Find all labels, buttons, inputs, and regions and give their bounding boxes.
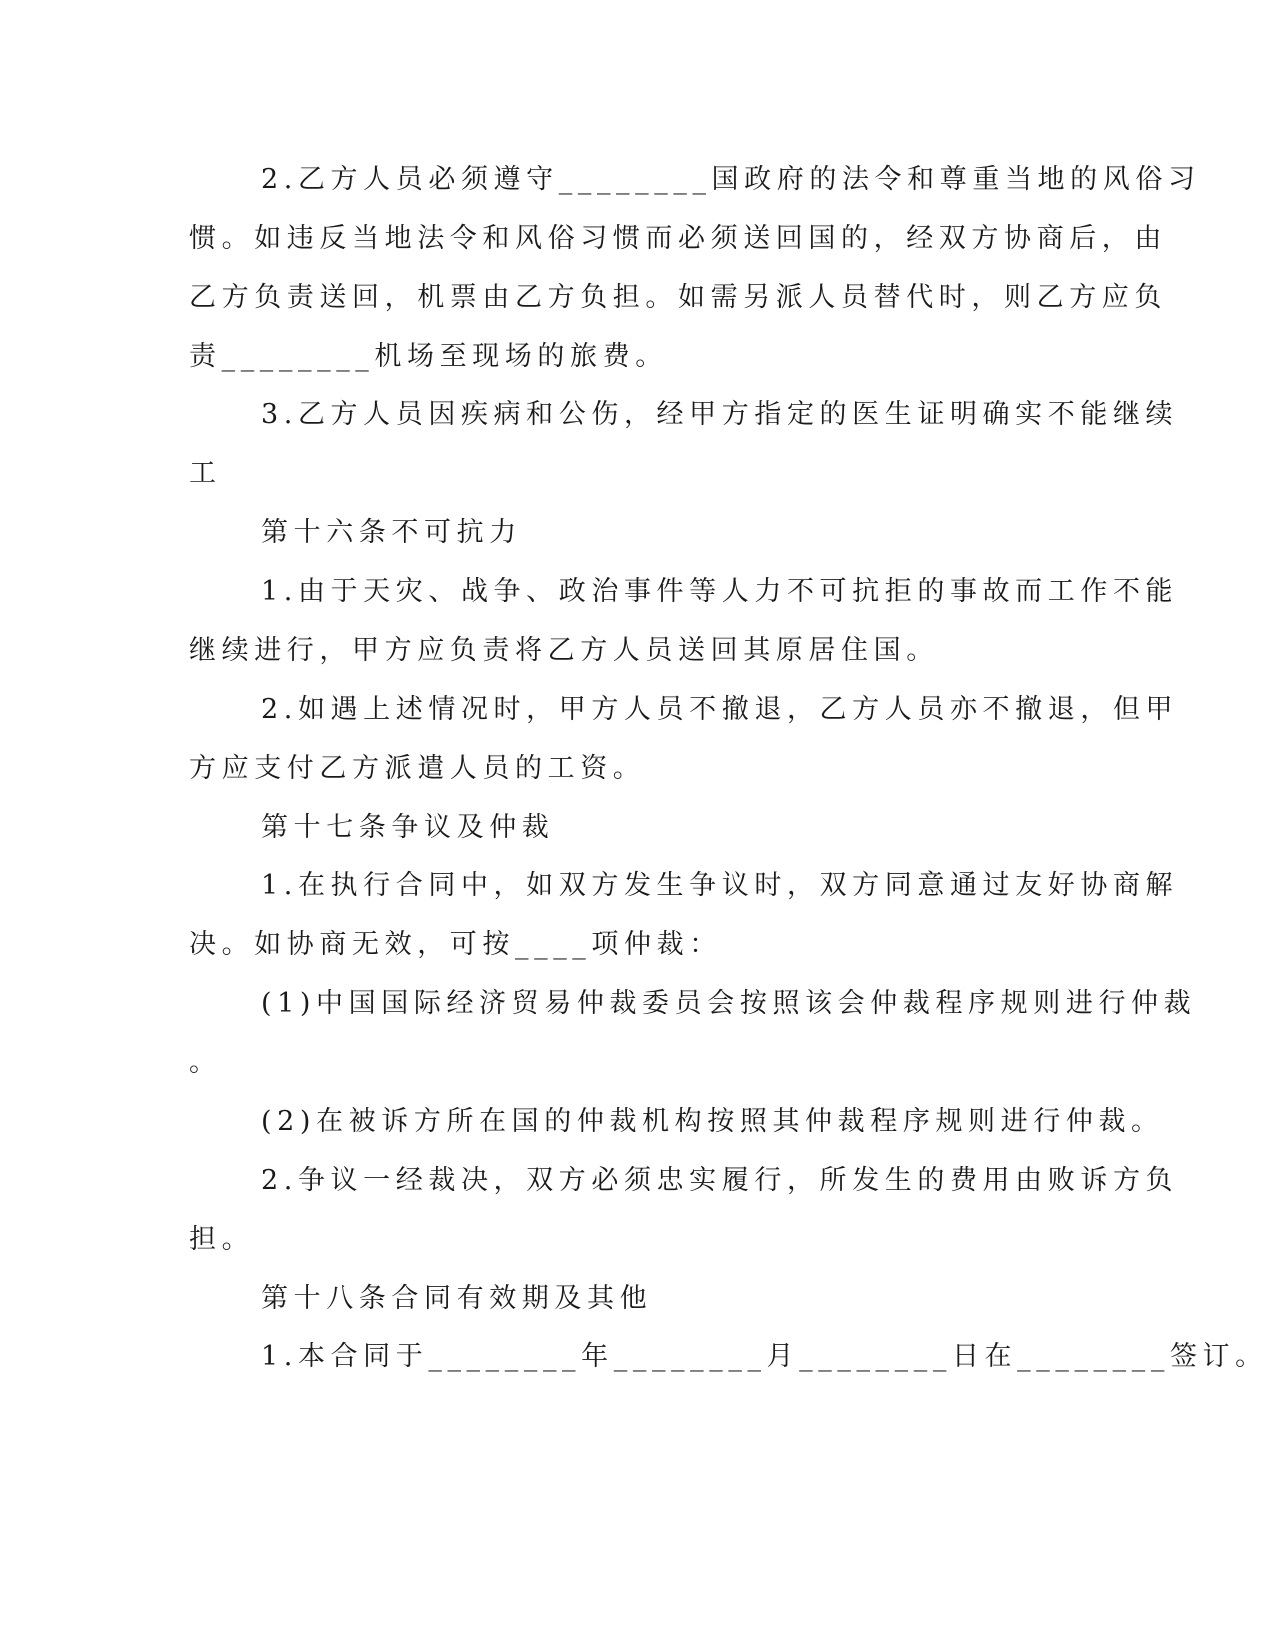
clause-15-item-3-line-2: 工 bbox=[189, 458, 222, 489]
clause-15-item-2-line-4: 责________机场至现场的旅费。 bbox=[189, 341, 668, 372]
clause-15-item-2-line-2: 惯。如违反当地法令和风俗习惯而必须送回国的，经双方协商后，由 bbox=[189, 223, 1167, 254]
clause-16-item-2-line-2: 方应支付乙方派遣人员的工资。 bbox=[189, 753, 646, 784]
clause-18-item-1: 1.本合同于________年________月________日在________签订。 bbox=[261, 1341, 1268, 1372]
clause-18-heading: 第十八条合同有效期及其他 bbox=[261, 1283, 653, 1314]
clause-17-item-2-line-1: 2.争议一经裁决，双方必须忠实履行，所发生的费用由败诉方负 bbox=[261, 1165, 1179, 1196]
clause-15-item-2-line-1: 2.乙方人员必须遵守________国政府的法令和尊重当地的风俗习 bbox=[261, 164, 1201, 195]
clause-16-item-2-line-1: 2.如遇上述情况时，甲方人员不撤退，乙方人员亦不撤退，但甲 bbox=[261, 694, 1179, 725]
clause-17-item-1-line-2: 决。如协商无效，可按____项仲裁： bbox=[189, 929, 722, 960]
clause-15-item-2-line-3: 乙方负责送回，机票由乙方负担。如需另派人员替代时，则乙方应负 bbox=[189, 282, 1167, 313]
clause-17-item-2-line-2: 担。 bbox=[189, 1224, 255, 1255]
clause-16-item-1-line-1: 1.由于天灾、战争、政治事件等人力不可抗拒的事故而工作不能 bbox=[261, 576, 1179, 607]
clause-16-item-1-line-2: 继续进行，甲方应负责将乙方人员送回其原居住国。 bbox=[189, 635, 939, 666]
clause-16-heading: 第十六条不可抗力 bbox=[261, 517, 522, 548]
clause-17-option-1-line-1: (1)中国国际经济贸易仲裁委员会按照该会仲裁程序规则进行仲裁 bbox=[261, 988, 1197, 1019]
clause-17-heading: 第十七条争议及仲裁 bbox=[261, 812, 555, 843]
clause-15-item-3-line-1: 3.乙方人员因疾病和公伤，经甲方指定的医生证明确实不能继续 bbox=[261, 399, 1179, 430]
clause-17-option-2: (2)在被诉方所在国的仲裁机构按照其仲裁程序规则进行仲裁。 bbox=[261, 1106, 1164, 1137]
clause-17-item-1-line-1: 1.在执行合同中，如双方发生争议时，双方同意通过友好协商解 bbox=[261, 870, 1179, 901]
clause-17-option-1-line-2: 。 bbox=[189, 1047, 222, 1078]
